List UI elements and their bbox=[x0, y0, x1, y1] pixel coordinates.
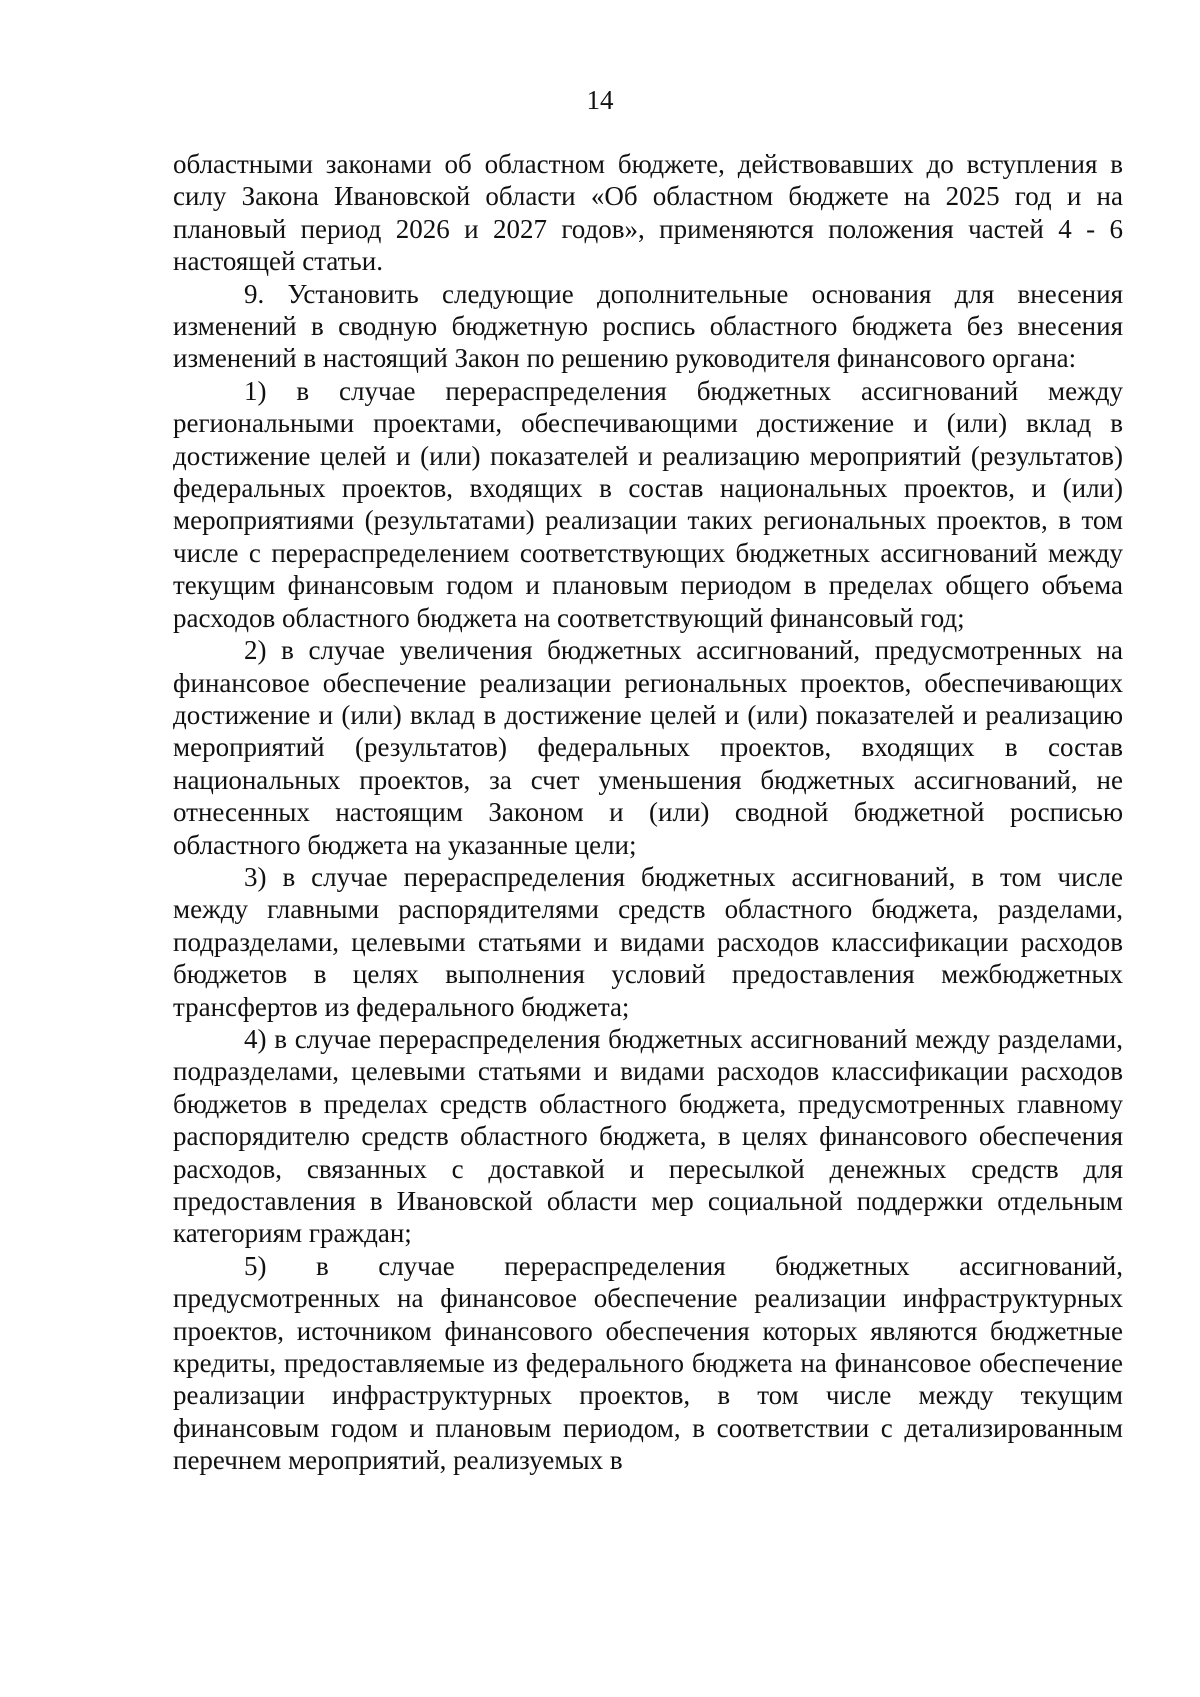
paragraph-subitem-4: 4) в случае перераспределения бюджетных ассигнований между разделами, подразделами, целевыми статьями и видами расходов классификации расходов бюджетов в пределах средств областного бюджета, предусмотренных главному распорядителю средств областного бюджета, в целях финансового обеспечения расходов, связанных с доставкой и пересылкой денежных средств для предоставления в Ивановской области мер социальной поддержки отдельным категориям граждан; bbox=[173, 1023, 1123, 1249]
paragraph-subitem-5: 5) в случае перераспределения бюджетных ассигнований, предусмотренных на финансовое обеспечение реализации инфраструктурных проектов, источником финансового обеспечения которых являются бюджетные кредиты, предоставляемые из федерального бюджета на финансовое обеспечение реализации инфраструктурных проектов, в том числе между текущим финансовым годом и плановым периодом, в соответствии с детализированным перечнем мероприятий, реализуемых в bbox=[173, 1250, 1123, 1476]
paragraph-subitem-3: 3) в случае перераспределения бюджетных ассигнований, в том числе между главными распорядителями средств областного бюджета, разделами, подразделами, целевыми статьями и видами расходов классификации расходов бюджетов в целях выполнения условий предоставления межбюджетных трансфертов из федерального бюджета; bbox=[173, 861, 1123, 1022]
document-body bbox=[173, 148, 1123, 1477]
paragraph-subitem-2: 2) в случае увеличения бюджетных ассигнований, предусмотренных на финансовое обеспечение реализации региональных проектов, обеспечивающих достижение и (или) вклад в достижение целей и (или) показателей и реализацию мероприятий (результатов) федеральных проектов, входящих в состав национальных проектов, за счет уменьшения бюджетных ассигнований, не отнесенных настоящим Законом и (или) сводной бюджетной росписью областного бюджета на указанные цели; bbox=[173, 635, 1123, 860]
page-number: 14 bbox=[586, 85, 614, 115]
paragraph-item-9: 9. Установить следующие дополнительные основания для внесения изменений в сводную бюджетную роспись областного бюджета без внесения изменений в настоящий Закон по решению руководителя финансового органа: bbox=[173, 278, 1123, 374]
paragraph-continuation: областными законами об областном бюджете, действовавших до вступления в силу Закона Ивановской области «Об областном бюджете на 2025 год и на плановый период 2026 и 2027 годов», применяются положения частей 4 - 6 настоящей статьи. bbox=[173, 149, 1123, 277]
paragraph-subitem-1: 1) в случае перераспределения бюджетных ассигнований между региональными проектами, обеспечивающими достижение и (или) вклад в достижение целей и (или) показателей и реализацию мероприятий (результатов) федеральных проектов, входящих в состав национальных проектов, и (или) мероприятиями (результатами) реализации таких региональных проектов, в том числе с перераспределением соответствующих бюджетных ассигнований между текущим финансовым годом и плановым периодом в пределах общего объема расходов областного бюджета на соответствующий финансовый год; bbox=[173, 375, 1123, 633]
